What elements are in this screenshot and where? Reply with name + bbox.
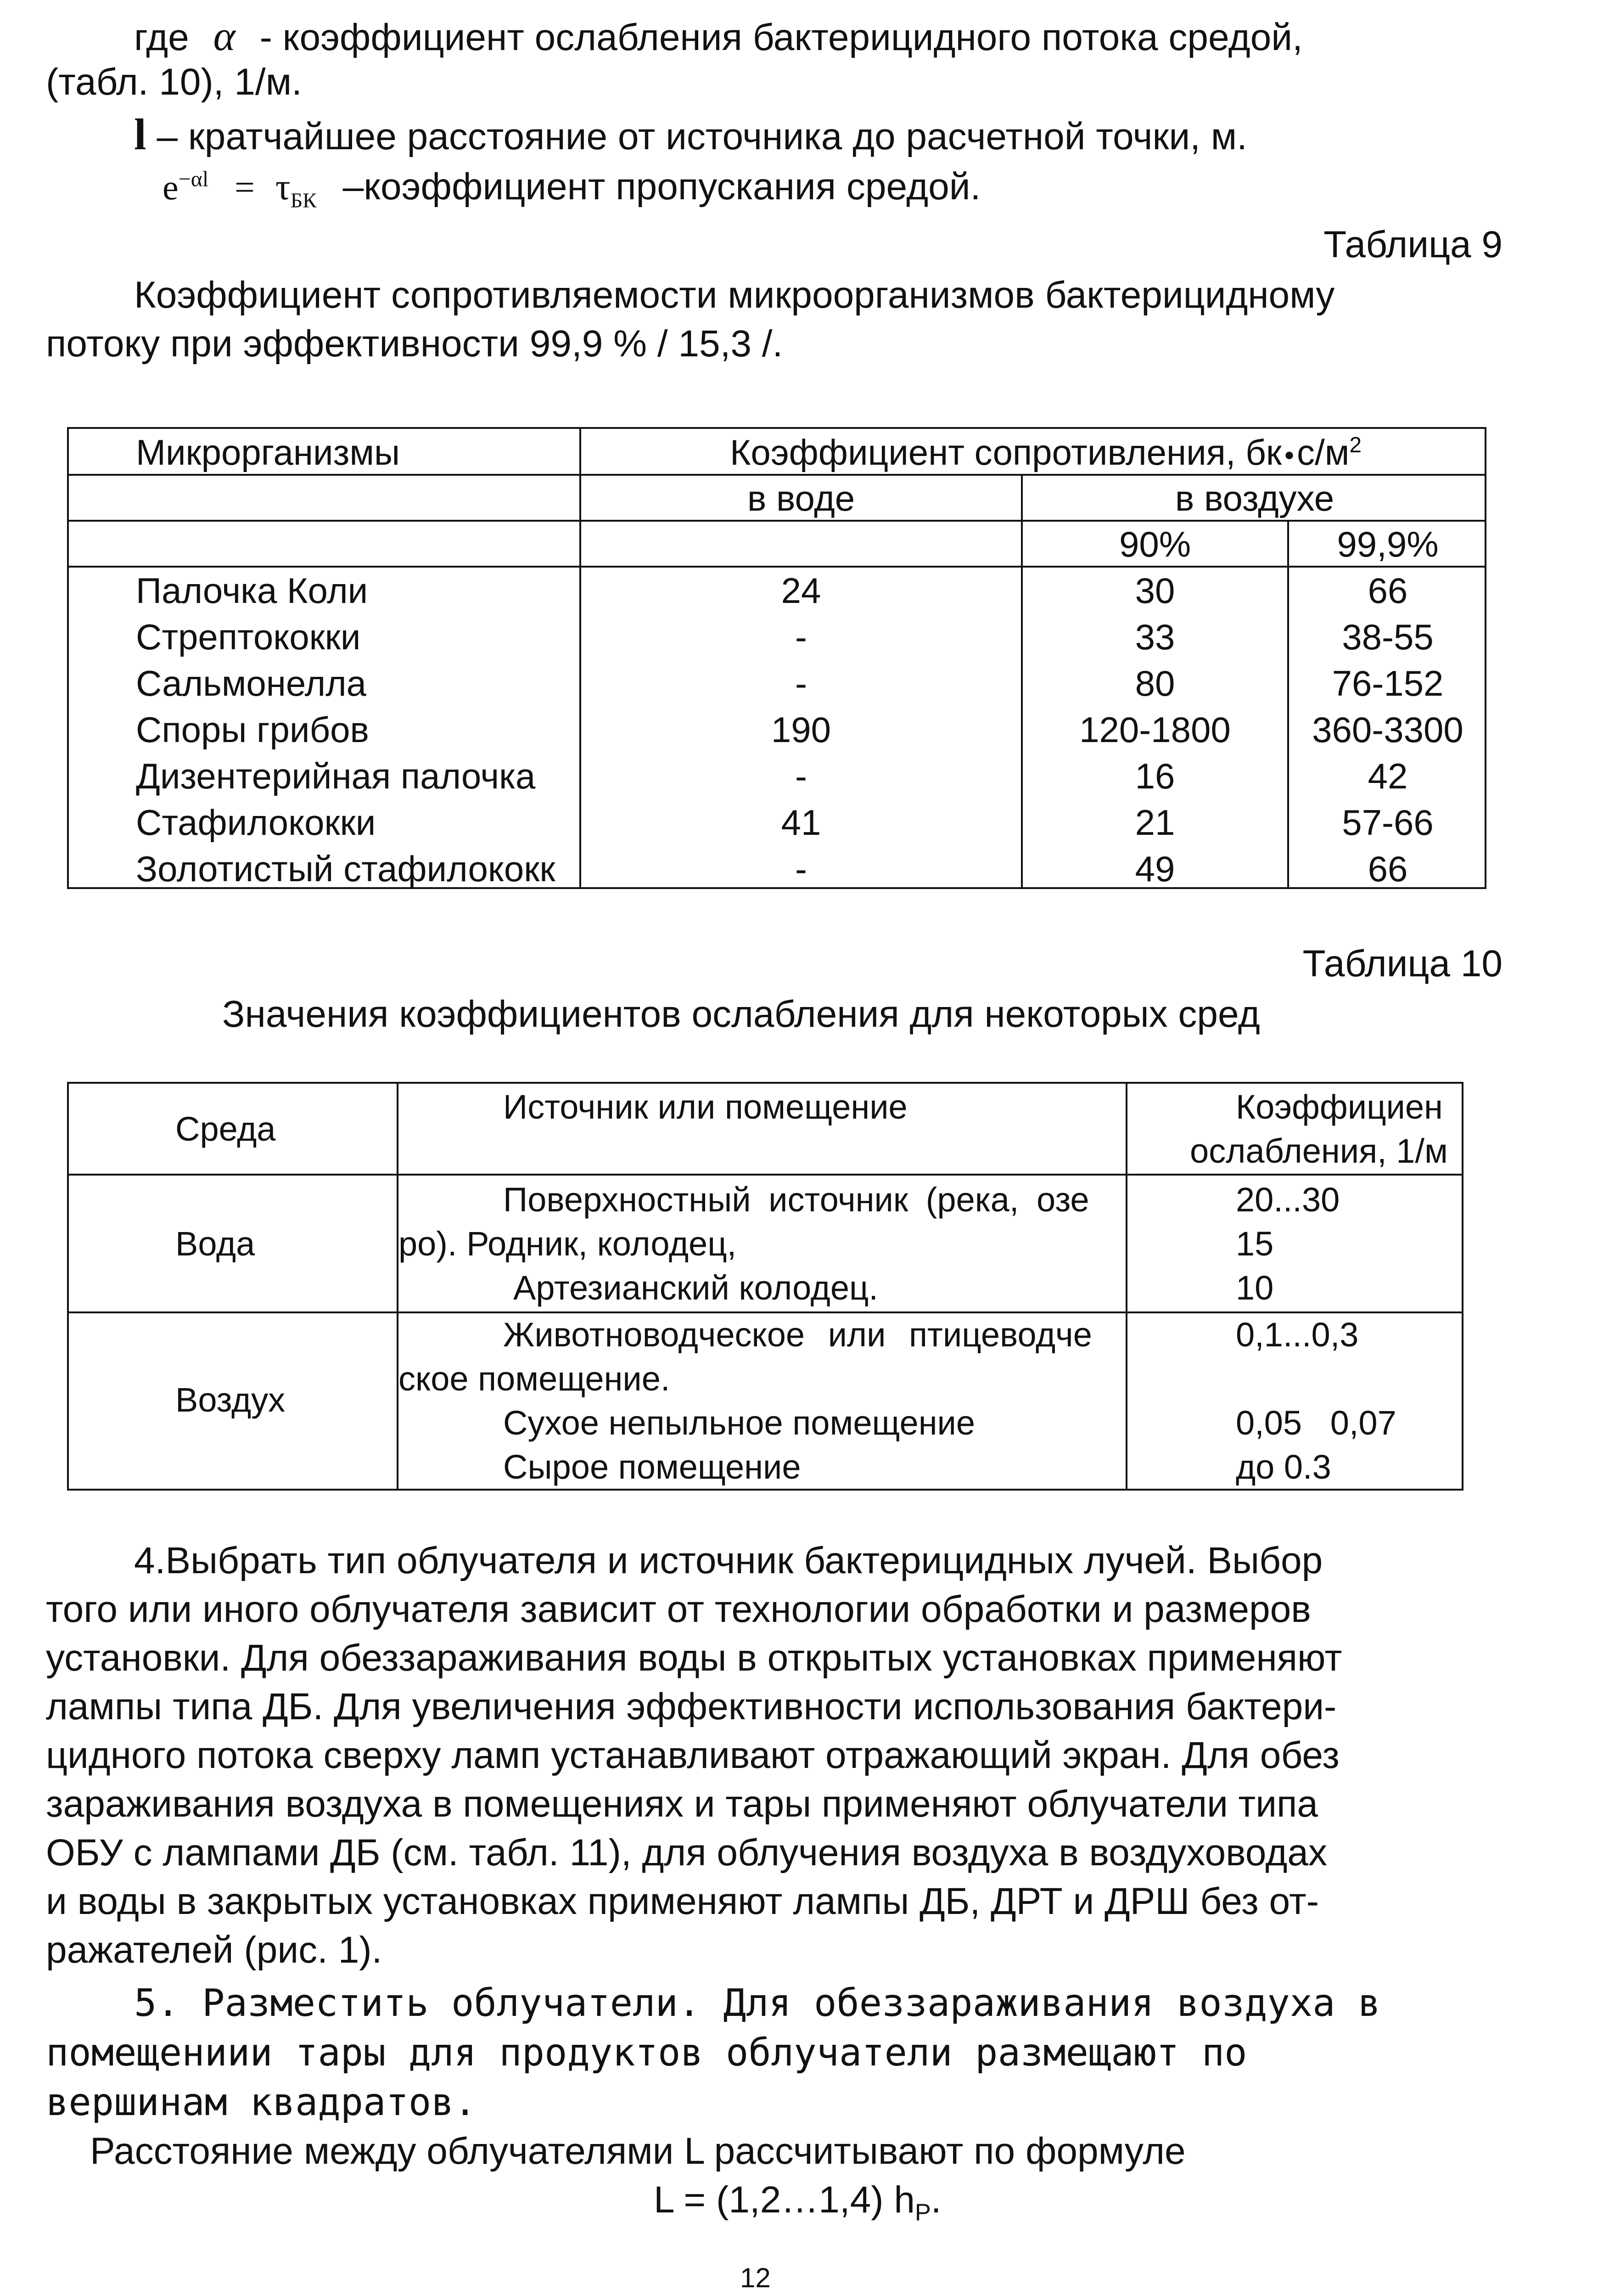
table10-source-line: ское помещение.	[398, 1360, 670, 1398]
table10-source-line: Артезианский колодец.	[513, 1269, 878, 1307]
table9-cell-organism: Стафилококки	[136, 802, 376, 843]
table9-cell-air90: 21	[1135, 802, 1175, 843]
page-number: 12	[740, 2262, 771, 2293]
table9-cell-air90: 30	[1135, 570, 1175, 611]
table9-cell-air999: 42	[1368, 756, 1408, 796]
table10-source-line: Поверхностный источник (река, озе	[503, 1181, 1089, 1219]
table9-cell-air90: 33	[1135, 617, 1175, 657]
table10-divider	[1126, 1084, 1127, 1491]
table10-water-sources	[398, 1178, 1126, 1311]
table9-cell-water: 190	[771, 709, 831, 750]
paragraph-line: 4.Выбрать тип облучателя и источник бактерицидных лучей. Выбор	[134, 1540, 1323, 1581]
table10-rule	[69, 1174, 1463, 1176]
multiply-dot: •	[1284, 440, 1295, 471]
table9-cell-organism: Золотистый стафилококк	[136, 849, 555, 889]
table10-air-sources	[398, 1313, 1126, 1491]
table9-header-organisms: Микрорганизмы	[136, 432, 400, 473]
table9-cell-organism: Сальмонелла	[136, 663, 367, 703]
formula-tau: τ	[275, 166, 291, 208]
intro-line-3	[134, 110, 1247, 159]
table9-rule	[69, 566, 1486, 568]
table10-source-line: Сырое помещение	[503, 1448, 801, 1486]
table9-header-coeff-sup: 2	[1349, 433, 1362, 457]
table9-cell-organism: Дизентерийная палочка	[136, 756, 536, 796]
intro-line-1	[134, 13, 1303, 59]
table9-cell-organism: Палочка Коли	[136, 570, 368, 611]
table10-value: 15	[1236, 1225, 1274, 1263]
table9-caption-line2: потоку при эффективности 99,9 % / 15,3 /.	[46, 323, 783, 365]
formula-main-sub: P	[915, 2199, 931, 2226]
table10-medium-air: Воздух	[175, 1381, 286, 1419]
paragraph-line: ражателей (рис. 1).	[46, 1929, 382, 1971]
table9-cell-air999: 360-3300	[1312, 709, 1463, 750]
table9-cell-air90: 49	[1135, 849, 1175, 889]
table9-cell-air999: 76-152	[1332, 663, 1444, 703]
table9-header-999: 99,9%	[1337, 524, 1439, 564]
table9-cell-water: -	[795, 617, 807, 657]
paragraph-line: вершинам квадратов.	[46, 2081, 477, 2124]
formula-main	[654, 2179, 941, 2226]
table9	[67, 427, 1486, 889]
table9-cell-air90: 80	[1135, 663, 1175, 703]
table10-source-line: Сухое непыльное помещение	[503, 1404, 976, 1442]
table9-label: Таблица 9	[1323, 224, 1503, 265]
table10-source-line: ро). Родник, колодец,	[398, 1225, 737, 1263]
l-symbol: l	[134, 110, 146, 159]
paragraph-line: установки. Для обеззараживания воды в открытых установках применяют	[46, 1637, 1342, 1679]
table10-source-line: Животноводческое или птицеводче	[503, 1316, 1092, 1354]
table9-cell-air999: 66	[1368, 570, 1408, 611]
alpha-symbol: α	[213, 12, 235, 59]
formula-tau-sub: БК	[290, 188, 317, 212]
table10-value: 20...30	[1236, 1181, 1340, 1219]
paragraph-line: лампы типа ДБ. Для увеличения эффективности использования бактери-	[46, 1686, 1337, 1728]
table9-cell-water: -	[795, 756, 807, 796]
table10-label: Таблица 10	[1302, 943, 1503, 985]
table10-header-coeff-line1: Коэффициен	[1236, 1088, 1443, 1126]
table9-cell-air90: 16	[1135, 756, 1175, 796]
table10-medium-water: Вода	[175, 1225, 255, 1263]
table9-cell-water: -	[795, 663, 807, 703]
paragraph-line: помещениии тары для продуктов облучатели размещают по	[46, 2031, 1247, 2075]
formula-intro: Расстояние между облучателями L рассчитывают по формуле	[90, 2130, 1186, 2172]
table9-cell-air90: 120-1800	[1079, 709, 1231, 750]
table10-value: 0,05 0,07	[1236, 1404, 1396, 1442]
table9-rule	[69, 474, 1486, 476]
table9-header-air: в воздухе	[1175, 478, 1334, 518]
formula-e: e	[163, 167, 179, 207]
table9-cell-water: 24	[781, 570, 821, 611]
table9-header-coeff-unit: с/м	[1297, 432, 1350, 473]
table10-caption: Значения коэффициентов ослабления для некоторых сред	[222, 993, 1260, 1035]
paragraph-line: и воды в закрытых установках применяют лампы ДБ, ДРТ и ДРШ без от-	[46, 1880, 1319, 1922]
formula-main-end: .	[931, 2179, 942, 2221]
paragraph-line: цидного потока сверху ламп устанавливают отражающий экран. Для обез	[46, 1734, 1340, 1776]
table9-header-water: в воде	[747, 478, 855, 518]
table9-cell-water: -	[795, 849, 807, 889]
table9-rule	[69, 520, 1486, 522]
formula-main-text: L = (1,2…1,4) h	[654, 2179, 915, 2221]
paragraph-line: зараживания воздуха в помещениях и тары применяют облучатели типа	[46, 1783, 1318, 1825]
table9-cell-air999: 57-66	[1342, 802, 1434, 843]
intro-alpha-definition: - коэффициент ослабления бактерицидного потока средой,	[259, 17, 1303, 58]
table10-header-source: Источник или помещение	[503, 1088, 908, 1126]
intro-where: где	[134, 17, 189, 58]
intro-line-2: (табл. 10), 1/м.	[46, 61, 302, 103]
intro-l-definition: – кратчайшее расстояние от источника до расчетной точки, м.	[157, 116, 1247, 158]
table9-header-coeff-text: Коэффициент сопротивления, бк	[730, 432, 1282, 473]
table9-cell-organism: Споры грибов	[136, 709, 369, 750]
paragraph-line: ОБУ с лампами ДБ (см. табл. 11), для облучения воздуха в воздуховодах	[46, 1832, 1328, 1874]
table9-cell-air999: 38-55	[1342, 617, 1434, 657]
table10-value: 10	[1236, 1269, 1274, 1307]
paragraph-line: того или иного облучателя зависит от технологии обработки и размеров	[46, 1588, 1311, 1630]
formula-exponent: −αl	[178, 167, 209, 191]
table10-header-medium: Среда	[175, 1110, 276, 1148]
formula-equals: =	[234, 167, 255, 207]
formula-description: –коэффициент пропускания средой.	[342, 166, 981, 208]
table9-cell-air999: 66	[1368, 849, 1408, 889]
table9-header-coeff	[730, 432, 1362, 473]
table9-caption-line1: Коэффициент сопротивляемости микроорганизмов бактерицидному	[134, 274, 1335, 316]
table9-cell-organism: Стрептококки	[136, 617, 361, 657]
intro-formula-line	[163, 166, 981, 212]
table9-cell-water: 41	[781, 802, 821, 843]
table10-header-coeff-line2: ослабления, 1/м	[1190, 1132, 1448, 1170]
table10-value: 0,1...0,3	[1236, 1316, 1359, 1354]
table10-value: до 0.3	[1236, 1448, 1331, 1486]
paragraph-line: 5. Разместить облучатели. Для обеззараживания воздуха в	[134, 1981, 1381, 2025]
table9-header-90: 90%	[1119, 524, 1191, 564]
table10	[67, 1082, 1463, 1491]
